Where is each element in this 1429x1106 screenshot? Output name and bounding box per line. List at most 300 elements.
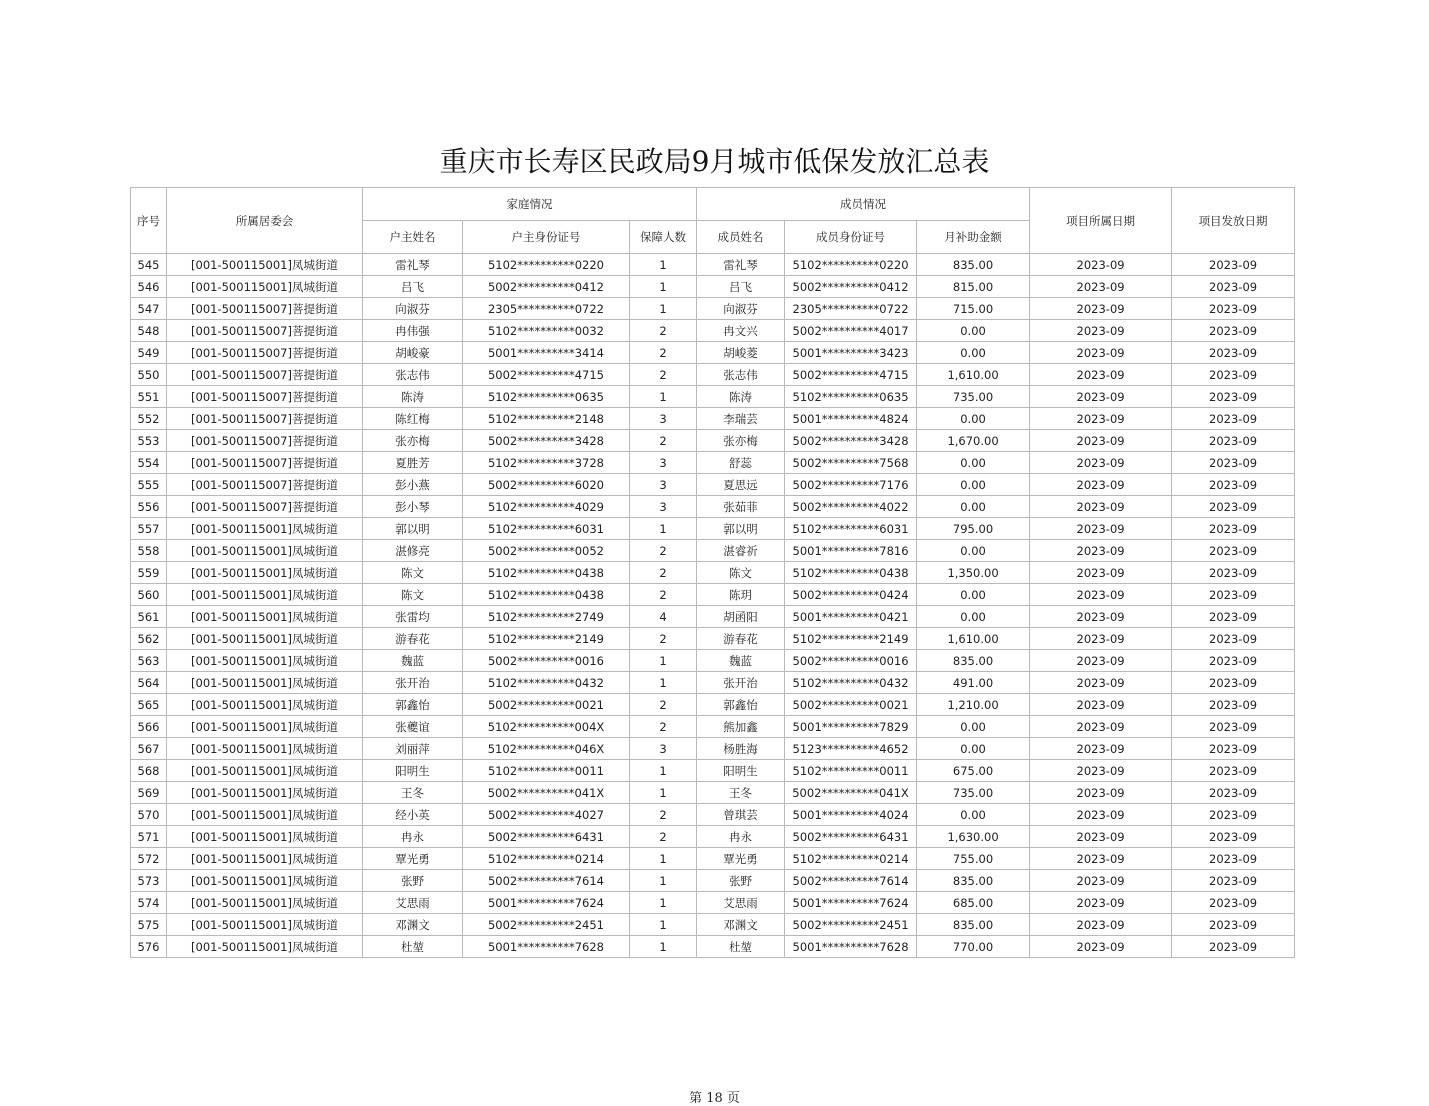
cell-member-id: 5102**********0214 xyxy=(785,848,917,870)
cell-covered-count: 1 xyxy=(630,298,697,320)
cell-member-id: 5001**********3423 xyxy=(785,342,917,364)
cell-payment-date: 2023-09 xyxy=(1172,562,1295,584)
cell-member-name: 陈涛 xyxy=(697,386,785,408)
cell-project-date: 2023-09 xyxy=(1030,694,1172,716)
cell-head-id: 5002**********6020 xyxy=(463,474,630,496)
cell-monthly-amount: 1,610.00 xyxy=(917,628,1030,650)
cell-seq: 547 xyxy=(131,298,167,320)
cell-committee: [001-500115007]菩提街道 xyxy=(167,496,363,518)
cell-monthly-amount: 1,210.00 xyxy=(917,694,1030,716)
cell-monthly-amount: 491.00 xyxy=(917,672,1030,694)
cell-seq: 576 xyxy=(131,936,167,958)
cell-member-id: 5002**********0412 xyxy=(785,276,917,298)
cell-head-name: 彭小琴 xyxy=(363,496,463,518)
cell-head-name: 向淑芬 xyxy=(363,298,463,320)
table-header xyxy=(131,188,1295,254)
cell-member-name: 舒蕊 xyxy=(697,452,785,474)
cell-covered-count: 1 xyxy=(630,892,697,914)
table-row xyxy=(131,320,1295,342)
cell-covered-count: 1 xyxy=(630,870,697,892)
cell-committee: [001-500115001]凤城街道 xyxy=(167,782,363,804)
cell-monthly-amount: 0.00 xyxy=(917,716,1030,738)
cell-monthly-amount: 0.00 xyxy=(917,452,1030,474)
cell-head-name: 张志伟 xyxy=(363,364,463,386)
table-row xyxy=(131,782,1295,804)
cell-committee: [001-500115001]凤城街道 xyxy=(167,672,363,694)
cell-project-date: 2023-09 xyxy=(1030,716,1172,738)
table-row xyxy=(131,892,1295,914)
cell-project-date: 2023-09 xyxy=(1030,540,1172,562)
cell-committee: [001-500115001]凤城街道 xyxy=(167,914,363,936)
cell-head-id: 2305**********0722 xyxy=(463,298,630,320)
cell-seq: 560 xyxy=(131,584,167,606)
cell-project-date: 2023-09 xyxy=(1030,826,1172,848)
cell-member-name: 王冬 xyxy=(697,782,785,804)
cell-covered-count: 1 xyxy=(630,672,697,694)
cell-committee: [001-500115007]菩提街道 xyxy=(167,320,363,342)
cell-head-name: 冉伟强 xyxy=(363,320,463,342)
cell-seq: 555 xyxy=(131,474,167,496)
table-row xyxy=(131,342,1295,364)
cell-payment-date: 2023-09 xyxy=(1172,650,1295,672)
cell-seq: 552 xyxy=(131,408,167,430)
cell-head-name: 湛修亮 xyxy=(363,540,463,562)
cell-head-name: 陈红梅 xyxy=(363,408,463,430)
page-title: 重庆市长寿区民政局9月城市低保发放汇总表 xyxy=(439,145,990,178)
cell-committee: [001-500115007]菩提街道 xyxy=(167,298,363,320)
cell-project-date: 2023-09 xyxy=(1030,474,1172,496)
cell-member-name: 艾思雨 xyxy=(697,892,785,914)
cell-committee: [001-500115007]菩提街道 xyxy=(167,342,363,364)
cell-payment-date: 2023-09 xyxy=(1172,892,1295,914)
cell-project-date: 2023-09 xyxy=(1030,628,1172,650)
cell-project-date: 2023-09 xyxy=(1030,364,1172,386)
cell-committee: [001-500115007]菩提街道 xyxy=(167,386,363,408)
cell-committee: [001-500115001]凤城街道 xyxy=(167,518,363,540)
cell-monthly-amount: 0.00 xyxy=(917,320,1030,342)
cell-member-id: 5001**********0421 xyxy=(785,606,917,628)
cell-member-id: 5102**********0432 xyxy=(785,672,917,694)
cell-monthly-amount: 795.00 xyxy=(917,518,1030,540)
cell-committee: [001-500115007]菩提街道 xyxy=(167,364,363,386)
cell-project-date: 2023-09 xyxy=(1030,672,1172,694)
cell-head-id: 5102**********046X xyxy=(463,738,630,760)
cell-member-name: 覃光勇 xyxy=(697,848,785,870)
cell-payment-date: 2023-09 xyxy=(1172,628,1295,650)
cell-monthly-amount: 0.00 xyxy=(917,738,1030,760)
cell-monthly-amount: 735.00 xyxy=(917,386,1030,408)
cell-head-id: 5102**********4029 xyxy=(463,496,630,518)
cell-head-id: 5001**********3414 xyxy=(463,342,630,364)
table-body xyxy=(131,254,1295,958)
cell-head-name: 刘丽萍 xyxy=(363,738,463,760)
table-row xyxy=(131,606,1295,628)
table-row xyxy=(131,430,1295,452)
cell-committee: [001-500115001]凤城街道 xyxy=(167,848,363,870)
cell-head-id: 5102**********004X xyxy=(463,716,630,738)
cell-project-date: 2023-09 xyxy=(1030,738,1172,760)
cell-head-id: 5102**********6031 xyxy=(463,518,630,540)
cell-member-id: 5002**********7614 xyxy=(785,870,917,892)
cell-head-id: 5002**********6431 xyxy=(463,826,630,848)
cell-head-name: 张雷均 xyxy=(363,606,463,628)
cell-payment-date: 2023-09 xyxy=(1172,474,1295,496)
cell-committee: [001-500115001]凤城街道 xyxy=(167,540,363,562)
cell-monthly-amount: 0.00 xyxy=(917,408,1030,430)
cell-member-id: 5002**********4017 xyxy=(785,320,917,342)
cell-member-name: 雷礼琴 xyxy=(697,254,785,276)
cell-member-id: 5002**********0424 xyxy=(785,584,917,606)
cell-head-id: 5102**********0635 xyxy=(463,386,630,408)
cell-covered-count: 1 xyxy=(630,936,697,958)
cell-head-id: 5002**********0412 xyxy=(463,276,630,298)
cell-head-name: 夏胜芳 xyxy=(363,452,463,474)
cell-head-name: 覃光勇 xyxy=(363,848,463,870)
cell-member-name: 邓渊文 xyxy=(697,914,785,936)
cell-head-name: 郭鑫怡 xyxy=(363,694,463,716)
cell-payment-date: 2023-09 xyxy=(1172,738,1295,760)
cell-head-name: 张野 xyxy=(363,870,463,892)
cell-committee: [001-500115007]菩提街道 xyxy=(167,408,363,430)
cell-project-date: 2023-09 xyxy=(1030,606,1172,628)
cell-covered-count: 2 xyxy=(630,562,697,584)
cell-head-name: 陈文 xyxy=(363,562,463,584)
cell-member-id: 5001**********4824 xyxy=(785,408,917,430)
table-row xyxy=(131,650,1295,672)
cell-head-id: 5102**********2148 xyxy=(463,408,630,430)
cell-project-date: 2023-09 xyxy=(1030,298,1172,320)
cell-payment-date: 2023-09 xyxy=(1172,320,1295,342)
cell-member-id: 5102**********0635 xyxy=(785,386,917,408)
header-seq: 序号 xyxy=(131,188,167,254)
cell-member-name: 向淑芬 xyxy=(697,298,785,320)
cell-head-name: 艾思雨 xyxy=(363,892,463,914)
cell-member-name: 吕飞 xyxy=(697,276,785,298)
table-row xyxy=(131,364,1295,386)
cell-covered-count: 2 xyxy=(630,430,697,452)
cell-member-id: 5001**********7816 xyxy=(785,540,917,562)
cell-head-id: 5102**********0220 xyxy=(463,254,630,276)
cell-payment-date: 2023-09 xyxy=(1172,804,1295,826)
cell-head-id: 5002**********041X xyxy=(463,782,630,804)
cell-monthly-amount: 735.00 xyxy=(917,782,1030,804)
cell-member-id: 5002**********7176 xyxy=(785,474,917,496)
table-row xyxy=(131,584,1295,606)
table-row xyxy=(131,474,1295,496)
cell-project-date: 2023-09 xyxy=(1030,254,1172,276)
cell-committee: [001-500115001]凤城街道 xyxy=(167,628,363,650)
cell-member-id: 5002**********2451 xyxy=(785,914,917,936)
cell-payment-date: 2023-09 xyxy=(1172,408,1295,430)
cell-member-id: 5102**********0011 xyxy=(785,760,917,782)
cell-member-name: 杜堃 xyxy=(697,936,785,958)
table-row xyxy=(131,518,1295,540)
cell-member-id: 5001**********7829 xyxy=(785,716,917,738)
cell-payment-date: 2023-09 xyxy=(1172,430,1295,452)
cell-seq: 546 xyxy=(131,276,167,298)
cell-seq: 575 xyxy=(131,914,167,936)
cell-member-id: 5002**********041X xyxy=(785,782,917,804)
cell-seq: 558 xyxy=(131,540,167,562)
cell-payment-date: 2023-09 xyxy=(1172,584,1295,606)
cell-member-id: 5002**********4715 xyxy=(785,364,917,386)
cell-covered-count: 2 xyxy=(630,540,697,562)
cell-head-id: 5102**********0214 xyxy=(463,848,630,870)
cell-project-date: 2023-09 xyxy=(1030,936,1172,958)
cell-monthly-amount: 0.00 xyxy=(917,474,1030,496)
cell-payment-date: 2023-09 xyxy=(1172,518,1295,540)
cell-covered-count: 1 xyxy=(630,760,697,782)
cell-head-name: 游春花 xyxy=(363,628,463,650)
cell-head-id: 5102**********0438 xyxy=(463,584,630,606)
cell-head-name: 邓渊文 xyxy=(363,914,463,936)
cell-committee: [001-500115001]凤城街道 xyxy=(167,936,363,958)
table-row xyxy=(131,562,1295,584)
cell-member-name: 郭鑫怡 xyxy=(697,694,785,716)
cell-covered-count: 2 xyxy=(630,584,697,606)
cell-seq: 561 xyxy=(131,606,167,628)
table-row xyxy=(131,254,1295,276)
cell-head-name: 杜堃 xyxy=(363,936,463,958)
table-row xyxy=(131,672,1295,694)
cell-covered-count: 3 xyxy=(630,408,697,430)
header-family-group: 家庭情况 xyxy=(363,188,697,221)
table-row xyxy=(131,496,1295,518)
cell-head-name: 彭小燕 xyxy=(363,474,463,496)
header-payment-date: 项目发放日期 xyxy=(1172,188,1295,254)
cell-monthly-amount: 770.00 xyxy=(917,936,1030,958)
table-row xyxy=(131,408,1295,430)
cell-seq: 545 xyxy=(131,254,167,276)
cell-head-name: 陈文 xyxy=(363,584,463,606)
cell-head-name: 吕飞 xyxy=(363,276,463,298)
cell-member-name: 冉永 xyxy=(697,826,785,848)
cell-payment-date: 2023-09 xyxy=(1172,826,1295,848)
cell-project-date: 2023-09 xyxy=(1030,408,1172,430)
cell-project-date: 2023-09 xyxy=(1030,452,1172,474)
cell-covered-count: 1 xyxy=(630,254,697,276)
cell-seq: 571 xyxy=(131,826,167,848)
cell-member-name: 杨胜海 xyxy=(697,738,785,760)
cell-member-name: 魏蓝 xyxy=(697,650,785,672)
cell-seq: 572 xyxy=(131,848,167,870)
cell-monthly-amount: 0.00 xyxy=(917,584,1030,606)
cell-head-name: 张开治 xyxy=(363,672,463,694)
cell-covered-count: 1 xyxy=(630,848,697,870)
cell-monthly-amount: 0.00 xyxy=(917,606,1030,628)
cell-member-id: 5002**********3428 xyxy=(785,430,917,452)
cell-seq: 556 xyxy=(131,496,167,518)
table-row xyxy=(131,738,1295,760)
cell-head-name: 张亦梅 xyxy=(363,430,463,452)
cell-covered-count: 3 xyxy=(630,452,697,474)
cell-member-id: 5002**********7568 xyxy=(785,452,917,474)
cell-committee: [001-500115007]菩提街道 xyxy=(167,430,363,452)
header-covered-count: 保障人数 xyxy=(630,221,697,254)
table-row xyxy=(131,276,1295,298)
table-row xyxy=(131,298,1295,320)
cell-head-id: 5001**********7628 xyxy=(463,936,630,958)
cell-monthly-amount: 0.00 xyxy=(917,540,1030,562)
cell-committee: [001-500115001]凤城街道 xyxy=(167,694,363,716)
cell-seq: 568 xyxy=(131,760,167,782)
cell-member-name: 游春花 xyxy=(697,628,785,650)
cell-project-date: 2023-09 xyxy=(1030,870,1172,892)
cell-monthly-amount: 835.00 xyxy=(917,650,1030,672)
cell-member-name: 张茹菲 xyxy=(697,496,785,518)
cell-head-name: 魏蓝 xyxy=(363,650,463,672)
cell-payment-date: 2023-09 xyxy=(1172,540,1295,562)
cell-covered-count: 1 xyxy=(630,276,697,298)
cell-head-id: 5002**********4027 xyxy=(463,804,630,826)
cell-member-id: 5002**********0016 xyxy=(785,650,917,672)
cell-project-date: 2023-09 xyxy=(1030,562,1172,584)
cell-covered-count: 2 xyxy=(630,716,697,738)
cell-committee: [001-500115001]凤城街道 xyxy=(167,760,363,782)
cell-payment-date: 2023-09 xyxy=(1172,298,1295,320)
cell-committee: [001-500115007]菩提街道 xyxy=(167,474,363,496)
cell-member-name: 熊加鑫 xyxy=(697,716,785,738)
cell-head-id: 5102**********0032 xyxy=(463,320,630,342)
cell-head-name: 胡峻豪 xyxy=(363,342,463,364)
cell-payment-date: 2023-09 xyxy=(1172,606,1295,628)
cell-head-name: 陈涛 xyxy=(363,386,463,408)
cell-payment-date: 2023-09 xyxy=(1172,782,1295,804)
table-row xyxy=(131,936,1295,958)
cell-head-id: 5002**********3428 xyxy=(463,430,630,452)
cell-monthly-amount: 835.00 xyxy=(917,254,1030,276)
cell-project-date: 2023-09 xyxy=(1030,760,1172,782)
cell-payment-date: 2023-09 xyxy=(1172,760,1295,782)
page-number: 第 18 页 xyxy=(689,1091,740,1106)
cell-member-id: 5102**********0220 xyxy=(785,254,917,276)
cell-member-name: 胡峻菱 xyxy=(697,342,785,364)
cell-committee: [001-500115001]凤城街道 xyxy=(167,650,363,672)
cell-committee: [001-500115007]菩提街道 xyxy=(167,452,363,474)
cell-covered-count: 2 xyxy=(630,342,697,364)
cell-member-name: 张志伟 xyxy=(697,364,785,386)
cell-payment-date: 2023-09 xyxy=(1172,936,1295,958)
table-row xyxy=(131,870,1295,892)
cell-project-date: 2023-09 xyxy=(1030,892,1172,914)
cell-payment-date: 2023-09 xyxy=(1172,716,1295,738)
cell-project-date: 2023-09 xyxy=(1030,848,1172,870)
cell-covered-count: 3 xyxy=(630,474,697,496)
table-row xyxy=(131,914,1295,936)
header-head-id: 户主身份证号 xyxy=(463,221,630,254)
cell-monthly-amount: 1,610.00 xyxy=(917,364,1030,386)
cell-monthly-amount: 1,630.00 xyxy=(917,826,1030,848)
cell-committee: [001-500115001]凤城街道 xyxy=(167,584,363,606)
cell-head-id: 5102**********0011 xyxy=(463,760,630,782)
cell-committee: [001-500115001]凤城街道 xyxy=(167,870,363,892)
cell-monthly-amount: 0.00 xyxy=(917,496,1030,518)
cell-covered-count: 1 xyxy=(630,782,697,804)
cell-covered-count: 1 xyxy=(630,914,697,936)
cell-member-id: 5002**********6431 xyxy=(785,826,917,848)
cell-project-date: 2023-09 xyxy=(1030,496,1172,518)
cell-committee: [001-500115001]凤城街道 xyxy=(167,738,363,760)
cell-member-name: 陈玥 xyxy=(697,584,785,606)
header-project-date: 项目所属日期 xyxy=(1030,188,1172,254)
cell-covered-count: 1 xyxy=(630,518,697,540)
cell-covered-count: 2 xyxy=(630,628,697,650)
cell-project-date: 2023-09 xyxy=(1030,320,1172,342)
cell-payment-date: 2023-09 xyxy=(1172,386,1295,408)
cell-monthly-amount: 685.00 xyxy=(917,892,1030,914)
table-row xyxy=(131,694,1295,716)
cell-committee: [001-500115001]凤城街道 xyxy=(167,562,363,584)
cell-covered-count: 2 xyxy=(630,694,697,716)
cell-head-name: 郭以明 xyxy=(363,518,463,540)
cell-head-name: 经小英 xyxy=(363,804,463,826)
cell-seq: 562 xyxy=(131,628,167,650)
cell-head-id: 5002**********0016 xyxy=(463,650,630,672)
cell-member-id: 5002**********4022 xyxy=(785,496,917,518)
cell-member-name: 冉文兴 xyxy=(697,320,785,342)
subsidy-table xyxy=(130,187,1295,958)
cell-covered-count: 2 xyxy=(630,804,697,826)
cell-seq: 559 xyxy=(131,562,167,584)
cell-monthly-amount: 715.00 xyxy=(917,298,1030,320)
header-head-name: 户主姓名 xyxy=(363,221,463,254)
cell-member-name: 陈文 xyxy=(697,562,785,584)
cell-head-id: 5002**********0021 xyxy=(463,694,630,716)
cell-committee: [001-500115001]凤城街道 xyxy=(167,606,363,628)
cell-member-name: 阳明生 xyxy=(697,760,785,782)
cell-head-id: 5002**********2451 xyxy=(463,914,630,936)
cell-member-id: 5002**********0021 xyxy=(785,694,917,716)
cell-head-id: 5002**********4715 xyxy=(463,364,630,386)
cell-project-date: 2023-09 xyxy=(1030,914,1172,936)
cell-covered-count: 2 xyxy=(630,320,697,342)
cell-seq: 570 xyxy=(131,804,167,826)
cell-committee: [001-500115001]凤城街道 xyxy=(167,276,363,298)
cell-project-date: 2023-09 xyxy=(1030,804,1172,826)
cell-payment-date: 2023-09 xyxy=(1172,848,1295,870)
cell-member-name: 曾琪芸 xyxy=(697,804,785,826)
header-committee: 所属居委会 xyxy=(167,188,363,254)
cell-project-date: 2023-09 xyxy=(1030,650,1172,672)
cell-seq: 564 xyxy=(131,672,167,694)
cell-head-name: 冉永 xyxy=(363,826,463,848)
header-monthly-amount: 月补助金额 xyxy=(917,221,1030,254)
cell-monthly-amount: 835.00 xyxy=(917,870,1030,892)
cell-member-id: 5102**********6031 xyxy=(785,518,917,540)
cell-project-date: 2023-09 xyxy=(1030,584,1172,606)
cell-seq: 550 xyxy=(131,364,167,386)
cell-head-id: 5002**********7614 xyxy=(463,870,630,892)
cell-head-name: 雷礼琴 xyxy=(363,254,463,276)
header-member-id: 成员身份证号 xyxy=(785,221,917,254)
cell-seq: 573 xyxy=(131,870,167,892)
cell-member-name: 张野 xyxy=(697,870,785,892)
cell-covered-count: 2 xyxy=(630,826,697,848)
cell-payment-date: 2023-09 xyxy=(1172,672,1295,694)
cell-seq: 551 xyxy=(131,386,167,408)
cell-member-id: 5001**********7628 xyxy=(785,936,917,958)
cell-committee: [001-500115001]凤城街道 xyxy=(167,254,363,276)
cell-member-id: 5102**********0438 xyxy=(785,562,917,584)
cell-head-id: 5001**********7624 xyxy=(463,892,630,914)
cell-project-date: 2023-09 xyxy=(1030,342,1172,364)
cell-head-name: 王冬 xyxy=(363,782,463,804)
cell-member-id: 5102**********2149 xyxy=(785,628,917,650)
cell-seq: 557 xyxy=(131,518,167,540)
table-row xyxy=(131,760,1295,782)
cell-seq: 574 xyxy=(131,892,167,914)
cell-project-date: 2023-09 xyxy=(1030,518,1172,540)
